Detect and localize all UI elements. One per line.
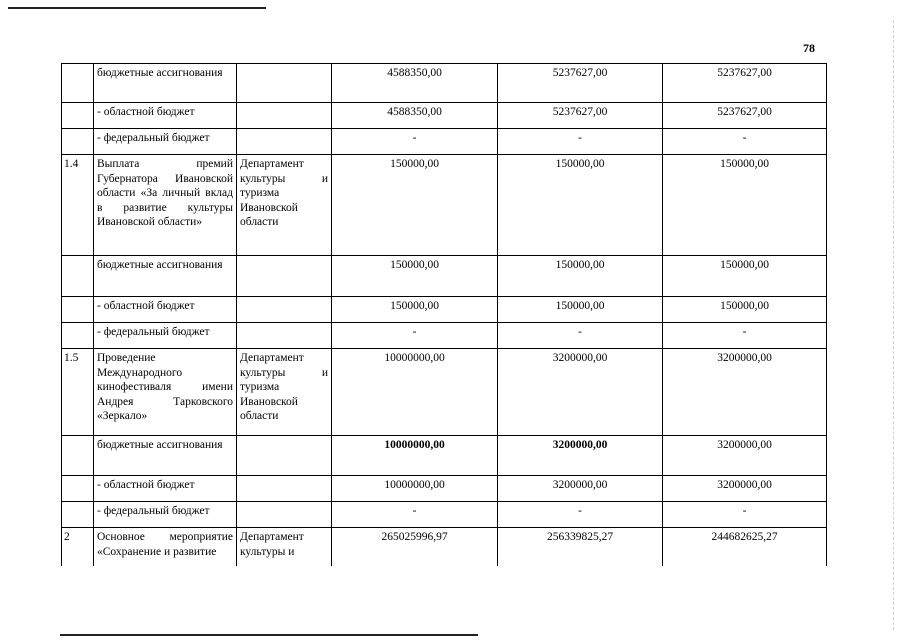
row-value-2: 150000,00 xyxy=(498,297,663,323)
row-number xyxy=(62,129,94,155)
row-number xyxy=(62,64,94,103)
row-name: Выплата премий Губернатора Ивановской области «За личный вклад в развитие культуры Ивановской области» xyxy=(94,155,237,256)
row-number xyxy=(62,502,94,528)
row-department xyxy=(237,256,332,297)
table-row xyxy=(62,323,827,349)
table-row xyxy=(62,103,827,129)
row-value-2: 150000,00 xyxy=(498,256,663,297)
row-department: Департамент культуры и туризма Ивановской области xyxy=(237,349,332,436)
row-value-3: 5237627,00 xyxy=(663,64,827,103)
row-name: - федеральный бюджет xyxy=(94,129,237,155)
row-value-3: 150000,00 xyxy=(663,297,827,323)
row-value-2: 3200000,00 xyxy=(498,476,663,502)
row-department xyxy=(237,129,332,155)
row-number: 1.4 xyxy=(62,155,94,256)
row-department: Департамент культуры и xyxy=(237,528,332,566)
row-value-2: 5237627,00 xyxy=(498,64,663,103)
row-value-2: 256339825,27 xyxy=(498,528,663,566)
budget-table xyxy=(61,63,827,566)
table-row xyxy=(62,64,827,103)
row-name: бюджетные ассигнования xyxy=(94,256,237,297)
row-value-1: 4588350,00 xyxy=(332,103,498,129)
row-value-1: 150000,00 xyxy=(332,256,498,297)
row-name: Основное мероприятие «Сохранение и развитие xyxy=(94,528,237,566)
row-number xyxy=(62,256,94,297)
table-row xyxy=(62,256,827,297)
table-row xyxy=(62,436,827,476)
row-name: бюджетные ассигнования xyxy=(94,64,237,103)
row-value-3: - xyxy=(663,129,827,155)
row-number xyxy=(62,323,94,349)
row-value-2: 3200000,00 xyxy=(498,349,663,436)
row-number xyxy=(62,297,94,323)
row-value-3: 3200000,00 xyxy=(663,476,827,502)
row-value-2: - xyxy=(498,323,663,349)
row-value-2: - xyxy=(498,129,663,155)
row-value-3: 244682625,27 xyxy=(663,528,827,566)
row-value-3: 150000,00 xyxy=(663,256,827,297)
row-value-1: 265025996,97 xyxy=(332,528,498,566)
row-department xyxy=(237,64,332,103)
row-department xyxy=(237,297,332,323)
row-value-1: 10000000,00 xyxy=(332,349,498,436)
row-number: 1.5 xyxy=(62,349,94,436)
row-value-1: 4588350,00 xyxy=(332,64,498,103)
bottom-rule xyxy=(60,634,478,636)
row-department xyxy=(237,476,332,502)
row-value-3: 5237627,00 xyxy=(663,103,827,129)
row-department xyxy=(237,436,332,476)
row-department: Департамент культуры и туризма Ивановской области xyxy=(237,155,332,256)
row-value-3: - xyxy=(663,323,827,349)
row-value-1: 150000,00 xyxy=(332,155,498,256)
row-value-1: - xyxy=(332,502,498,528)
row-value-2: 150000,00 xyxy=(498,155,663,256)
row-name: Проведение Международного кинофестиваля имени Андрея Тарковского «Зеркало» xyxy=(94,349,237,436)
table-row xyxy=(62,297,827,323)
row-value-1: - xyxy=(332,323,498,349)
row-value-3: 150000,00 xyxy=(663,155,827,256)
table-row xyxy=(62,155,827,256)
row-number xyxy=(62,103,94,129)
row-name: бюджетные ассигнования xyxy=(94,436,237,476)
row-value-3: 3200000,00 xyxy=(663,436,827,476)
row-value-1: 150000,00 xyxy=(332,297,498,323)
table-row xyxy=(62,349,827,436)
row-name: - областной бюджет xyxy=(94,297,237,323)
row-number xyxy=(62,436,94,476)
table-row xyxy=(62,129,827,155)
row-value-1: - xyxy=(332,129,498,155)
row-name: - федеральный бюджет xyxy=(94,502,237,528)
row-value-1: 10000000,00 xyxy=(332,476,498,502)
table-row xyxy=(62,528,827,566)
top-rule xyxy=(8,7,266,9)
scan-edge xyxy=(893,20,894,630)
row-name: - областной бюджет xyxy=(94,103,237,129)
page-number: 78 xyxy=(803,41,815,55)
row-department xyxy=(237,502,332,528)
row-value-2: - xyxy=(498,502,663,528)
row-value-1: 10000000,00 xyxy=(332,436,498,476)
row-department xyxy=(237,103,332,129)
row-value-3: 3200000,00 xyxy=(663,349,827,436)
row-department xyxy=(237,323,332,349)
table-row xyxy=(62,502,827,528)
row-name: - федеральный бюджет xyxy=(94,323,237,349)
row-number xyxy=(62,476,94,502)
table-row xyxy=(62,476,827,502)
row-value-2: 3200000,00 xyxy=(498,436,663,476)
row-value-2: 5237627,00 xyxy=(498,103,663,129)
row-value-3: - xyxy=(663,502,827,528)
row-number: 2 xyxy=(62,528,94,566)
row-name: - областной бюджет xyxy=(94,476,237,502)
